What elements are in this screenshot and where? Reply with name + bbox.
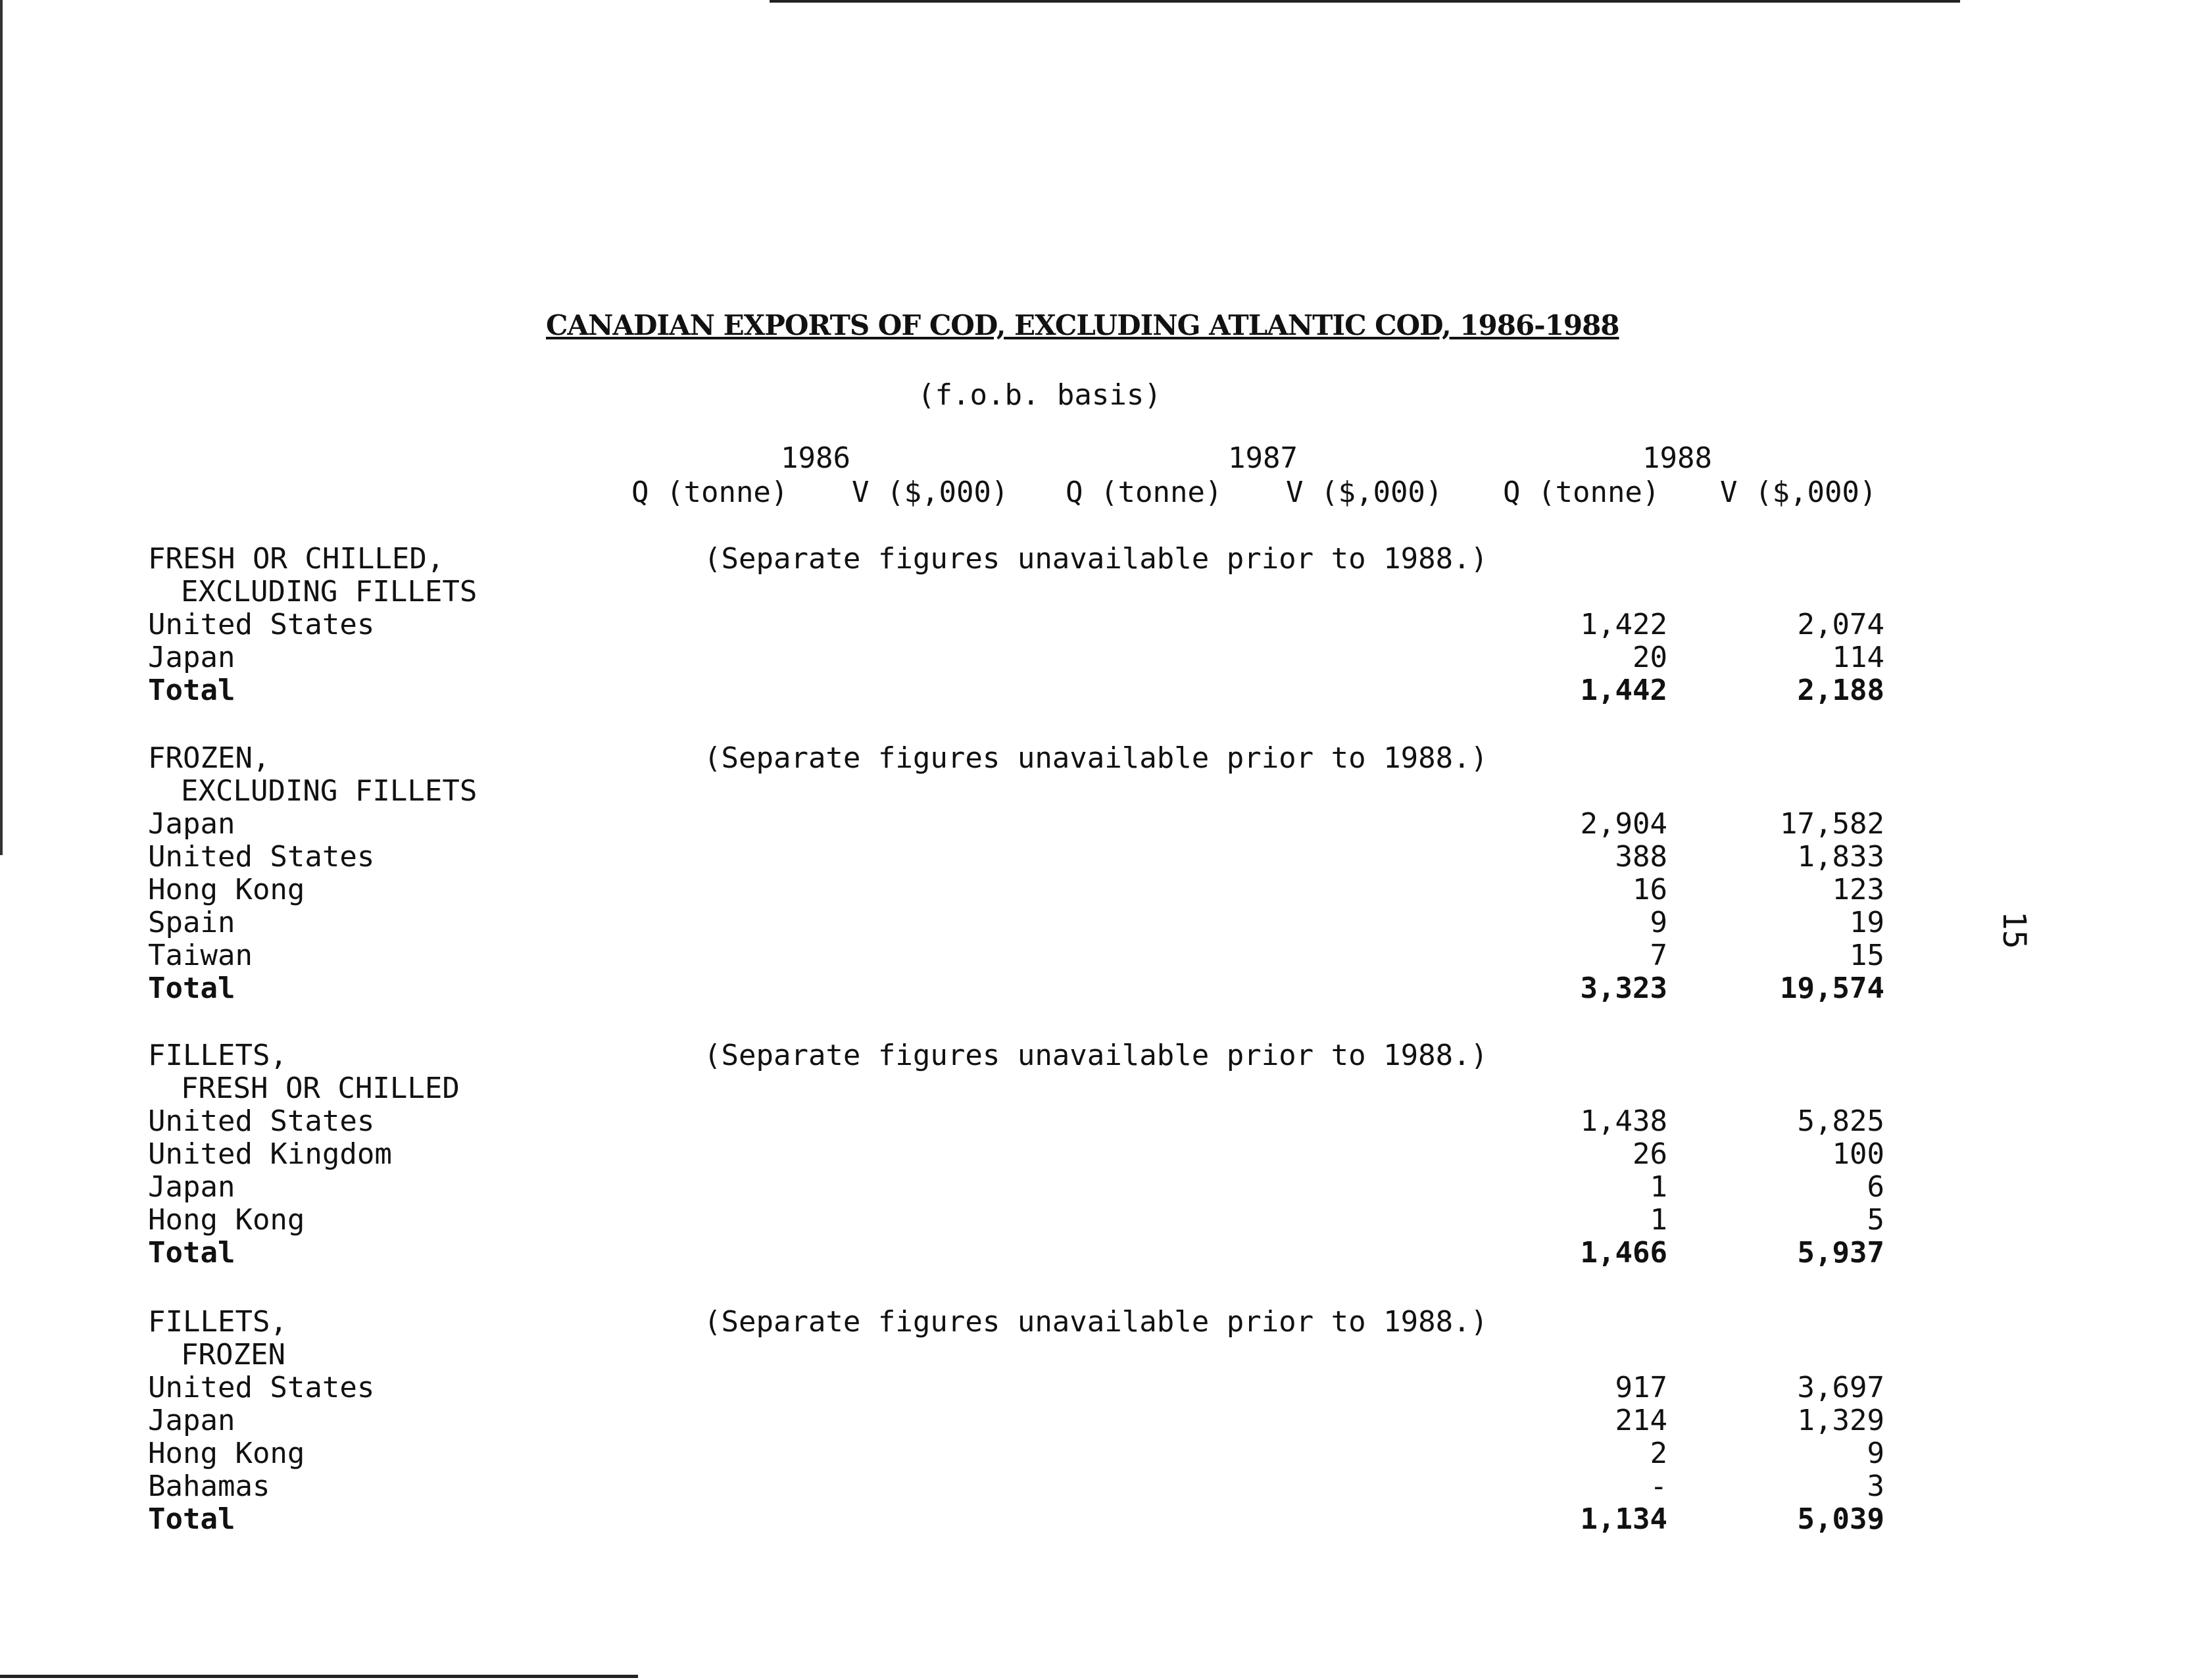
row-country: Japan xyxy=(148,1170,235,1204)
row-country: Spain xyxy=(148,906,235,939)
year-1986-header: 1986 xyxy=(781,441,850,475)
row-quantity: 20 xyxy=(1633,641,1667,674)
row-country: Japan xyxy=(148,807,235,841)
row-country: United States xyxy=(148,1371,375,1404)
section-heading: FROZEN, xyxy=(148,741,270,775)
row-quantity: 7 xyxy=(1650,939,1667,972)
row-country: Hong Kong xyxy=(148,1203,305,1237)
row-value: 1,833 xyxy=(1797,840,1884,874)
row-country: Japan xyxy=(148,641,235,674)
total-value: 5,937 xyxy=(1797,1236,1884,1270)
row-value: 9 xyxy=(1867,1437,1884,1470)
section-note: (Separate figures unavailable prior to 1988.) xyxy=(704,542,1488,576)
left-edge-rule xyxy=(0,0,3,855)
row-country: Hong Kong xyxy=(148,873,305,906)
row-value: 114 xyxy=(1832,641,1884,674)
total-label: Total xyxy=(148,1502,235,1536)
col-header-1986-q: Q (tonne) xyxy=(631,476,789,509)
row-value: 3,697 xyxy=(1797,1371,1884,1404)
total-value: 19,574 xyxy=(1780,972,1884,1005)
row-quantity: 26 xyxy=(1633,1137,1667,1171)
row-value: 123 xyxy=(1832,873,1884,906)
row-value: 5,825 xyxy=(1797,1104,1884,1138)
row-quantity: 1,438 xyxy=(1580,1104,1667,1138)
row-country: Hong Kong xyxy=(148,1437,305,1470)
section-heading: FILLETS, xyxy=(148,1039,287,1072)
section-heading: FILLETS, xyxy=(148,1305,287,1339)
section-note: (Separate figures unavailable prior to 1988.) xyxy=(704,741,1488,775)
document-subtitle: (f.o.b. basis) xyxy=(918,378,1162,412)
section-subheading: EXCLUDING FILLETS xyxy=(181,575,478,608)
row-value: 17,582 xyxy=(1780,807,1884,841)
row-country: United States xyxy=(148,608,375,641)
row-value: 3 xyxy=(1867,1470,1884,1503)
total-value: 5,039 xyxy=(1797,1502,1884,1536)
row-quantity: 16 xyxy=(1633,873,1667,906)
col-header-1987-q: Q (tonne) xyxy=(1066,476,1223,509)
total-quantity: 1,134 xyxy=(1580,1502,1667,1536)
section-subheading: FRESH OR CHILLED xyxy=(181,1072,460,1105)
row-country: United States xyxy=(148,1104,375,1138)
row-quantity: 2,904 xyxy=(1580,807,1667,841)
row-quantity: 2 xyxy=(1650,1437,1667,1470)
col-header-1986-v: V ($,000) xyxy=(852,476,1009,509)
row-value: 2,074 xyxy=(1797,608,1884,641)
row-quantity: 214 xyxy=(1615,1404,1667,1437)
row-quantity: 1 xyxy=(1650,1203,1667,1237)
row-quantity: 917 xyxy=(1615,1371,1667,1404)
section-note: (Separate figures unavailable prior to 1988.) xyxy=(704,1305,1488,1339)
row-quantity: 9 xyxy=(1650,906,1667,939)
row-country: Bahamas xyxy=(148,1470,270,1503)
year-1988-header: 1988 xyxy=(1642,441,1712,475)
row-value: 19 xyxy=(1850,906,1884,939)
document-title: CANADIAN EXPORTS OF COD, EXCLUDING ATLANTIC COD, 1986-1988 xyxy=(546,309,1619,341)
year-1987-header: 1987 xyxy=(1228,441,1298,475)
total-quantity: 1,442 xyxy=(1580,674,1667,707)
total-quantity: 1,466 xyxy=(1580,1236,1667,1270)
section-subheading: FROZEN xyxy=(181,1338,285,1371)
row-country: Taiwan xyxy=(148,939,253,972)
total-value: 2,188 xyxy=(1797,674,1884,707)
section-heading: FRESH OR CHILLED, xyxy=(148,542,445,576)
section-subheading: EXCLUDING FILLETS xyxy=(181,774,478,808)
bottom-rule xyxy=(0,1675,638,1678)
row-value: 15 xyxy=(1850,939,1884,972)
row-value: 100 xyxy=(1832,1137,1884,1171)
top-rule xyxy=(770,0,1960,3)
row-quantity: 388 xyxy=(1615,840,1667,874)
page-number: 15 xyxy=(1996,911,2032,949)
row-country: United States xyxy=(148,840,375,874)
col-header-1987-v: V ($,000) xyxy=(1286,476,1443,509)
total-label: Total xyxy=(148,972,235,1005)
total-label: Total xyxy=(148,674,235,707)
total-quantity: 3,323 xyxy=(1580,972,1667,1005)
row-quantity: 1,422 xyxy=(1580,608,1667,641)
row-country: Japan xyxy=(148,1404,235,1437)
col-header-1988-q: Q (tonne) xyxy=(1503,476,1660,509)
total-label: Total xyxy=(148,1236,235,1270)
col-header-1988-v: V ($,000) xyxy=(1720,476,1877,509)
section-note: (Separate figures unavailable prior to 1988.) xyxy=(704,1039,1488,1072)
row-quantity: 1 xyxy=(1650,1170,1667,1204)
row-country: United Kingdom xyxy=(148,1137,392,1171)
row-quantity: - xyxy=(1650,1470,1667,1503)
row-value: 1,329 xyxy=(1797,1404,1884,1437)
row-value: 5 xyxy=(1867,1203,1884,1237)
row-value: 6 xyxy=(1867,1170,1884,1204)
